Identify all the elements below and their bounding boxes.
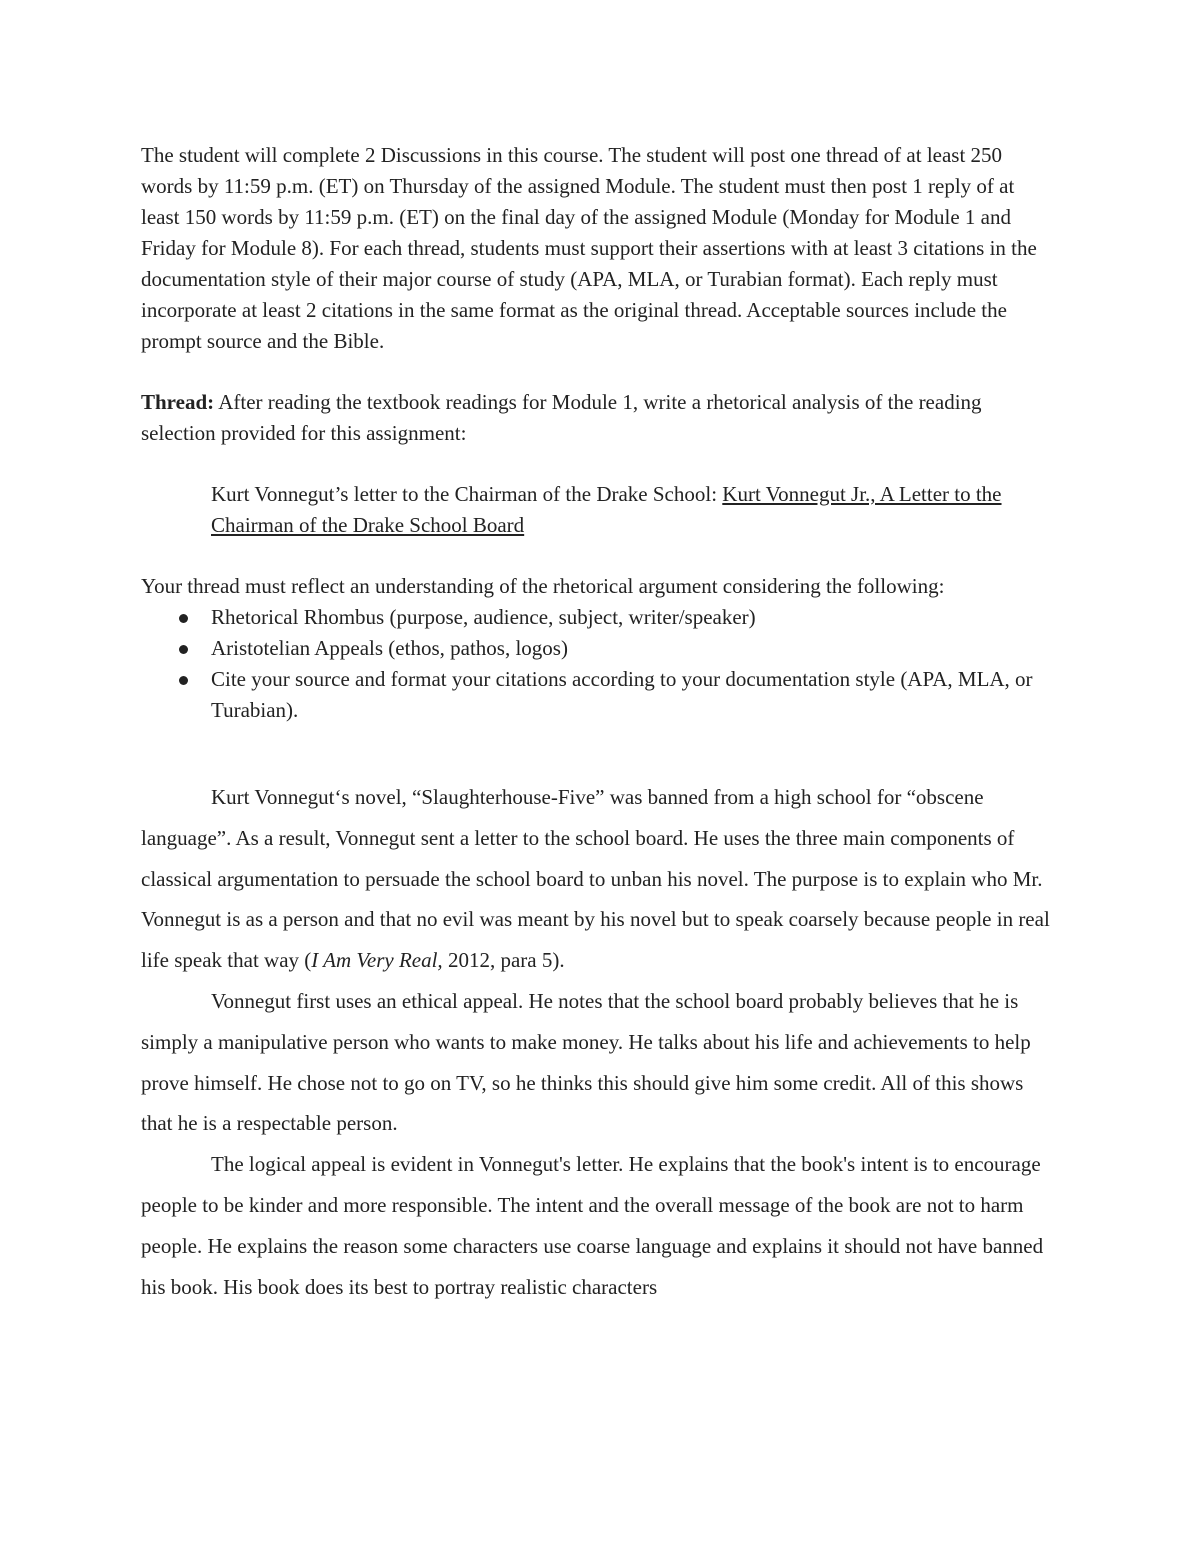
essay-paragraph-2: Vonnegut first uses an ethical appeal. He notes that the school board probably believes that he is simply a manipulative person who wants to make money. He talks about his life and achievements to help prove himself. He chose not to go on TV, so he thinks this should give him some credit. All of this shows that he is a respectable person. <box>141 988 1031 1136</box>
requirement-text: Cite your source and format your citations according to your documentation style (APA, MLA, or Turabian). <box>211 667 1033 722</box>
requirements-section <box>141 571 1053 726</box>
requirements-intro: Your thread must reflect an understanding of the rhetorical argument considering the following: <box>141 574 945 598</box>
assignment-instructions: The student will complete 2 Discussions in this course. The student will post one thread of at least 250 words by 11:59 p.m. (ET) on Thursday of the assigned Module. The student must then post 1 reply of at least 150 words by 11:59 p.m. (ET) on the final day of the assigned Module (Monday for Module 1 and Friday for Module 8). For each thread, students must support their assertions with at least 3 citations in the documentation style of their major course of study (APA, MLA, or Turabian format). Each reply must incorporate at least 2 citations in the same format as the original thread. Acceptable sources include the prompt source and the Bible. <box>141 143 1037 353</box>
bullet-icon <box>179 645 188 654</box>
thread-prompt <box>141 387 1053 449</box>
reading-selection-link[interactable]: Kurt Vonnegut Jr., A Letter to the Chairman of the Drake School Board <box>211 482 1002 537</box>
essay-paragraph-1 <box>141 777 1053 981</box>
thread-prompt-text: After reading the textbook readings for Module 1, write a rhetorical analysis of the reading selection provided for this assignment: <box>141 390 982 445</box>
requirement-text: Rhetorical Rhombus (purpose, audience, subject, writer/speaker) <box>211 605 756 629</box>
essay-paragraph-1-text: Kurt Vonnegut‘s novel, “Slaughterhouse-Five” was banned from a high school for “obscene language”. As a result, Vonnegut sent a letter to the school board. He uses the three main components of classical argumentation to persuade the school board to unban his novel. The purpose is to explain who Mr. Vonnegut is as a person and that no evil was meant by his novel but to speak coarsely because people in real life speak that way ( <box>141 785 1050 973</box>
essay-body <box>141 777 1053 1307</box>
list-item <box>141 664 1053 726</box>
thread-label: Thread: <box>141 390 215 414</box>
reading-selection-prefix: Kurt Vonnegut’s letter to the Chairman of the Drake School: <box>211 482 723 506</box>
essay-paragraph-1-citation: 2012, para 5). <box>442 948 565 973</box>
reading-selection <box>211 479 1053 541</box>
essay-paragraph-3: The logical appeal is evident in Vonnegut's letter. He explains that the book's intent is to encourage people to be kinder and more responsible. The intent and the overall message of the book are not to harm people. He explains the reason some characters use coarse language and explains it should not have banned his book. His book does its best to portray realistic characters <box>141 1152 1044 1299</box>
citation-title: I Am Very Real, <box>311 948 443 973</box>
document-page <box>141 140 1053 1307</box>
requirements-list <box>141 602 1053 726</box>
requirement-text: Aristotelian Appeals (ethos, pathos, logos) <box>211 636 568 660</box>
bullet-icon <box>179 676 188 685</box>
bullet-icon <box>179 614 188 623</box>
list-item <box>141 602 1053 633</box>
list-item <box>141 633 1053 664</box>
